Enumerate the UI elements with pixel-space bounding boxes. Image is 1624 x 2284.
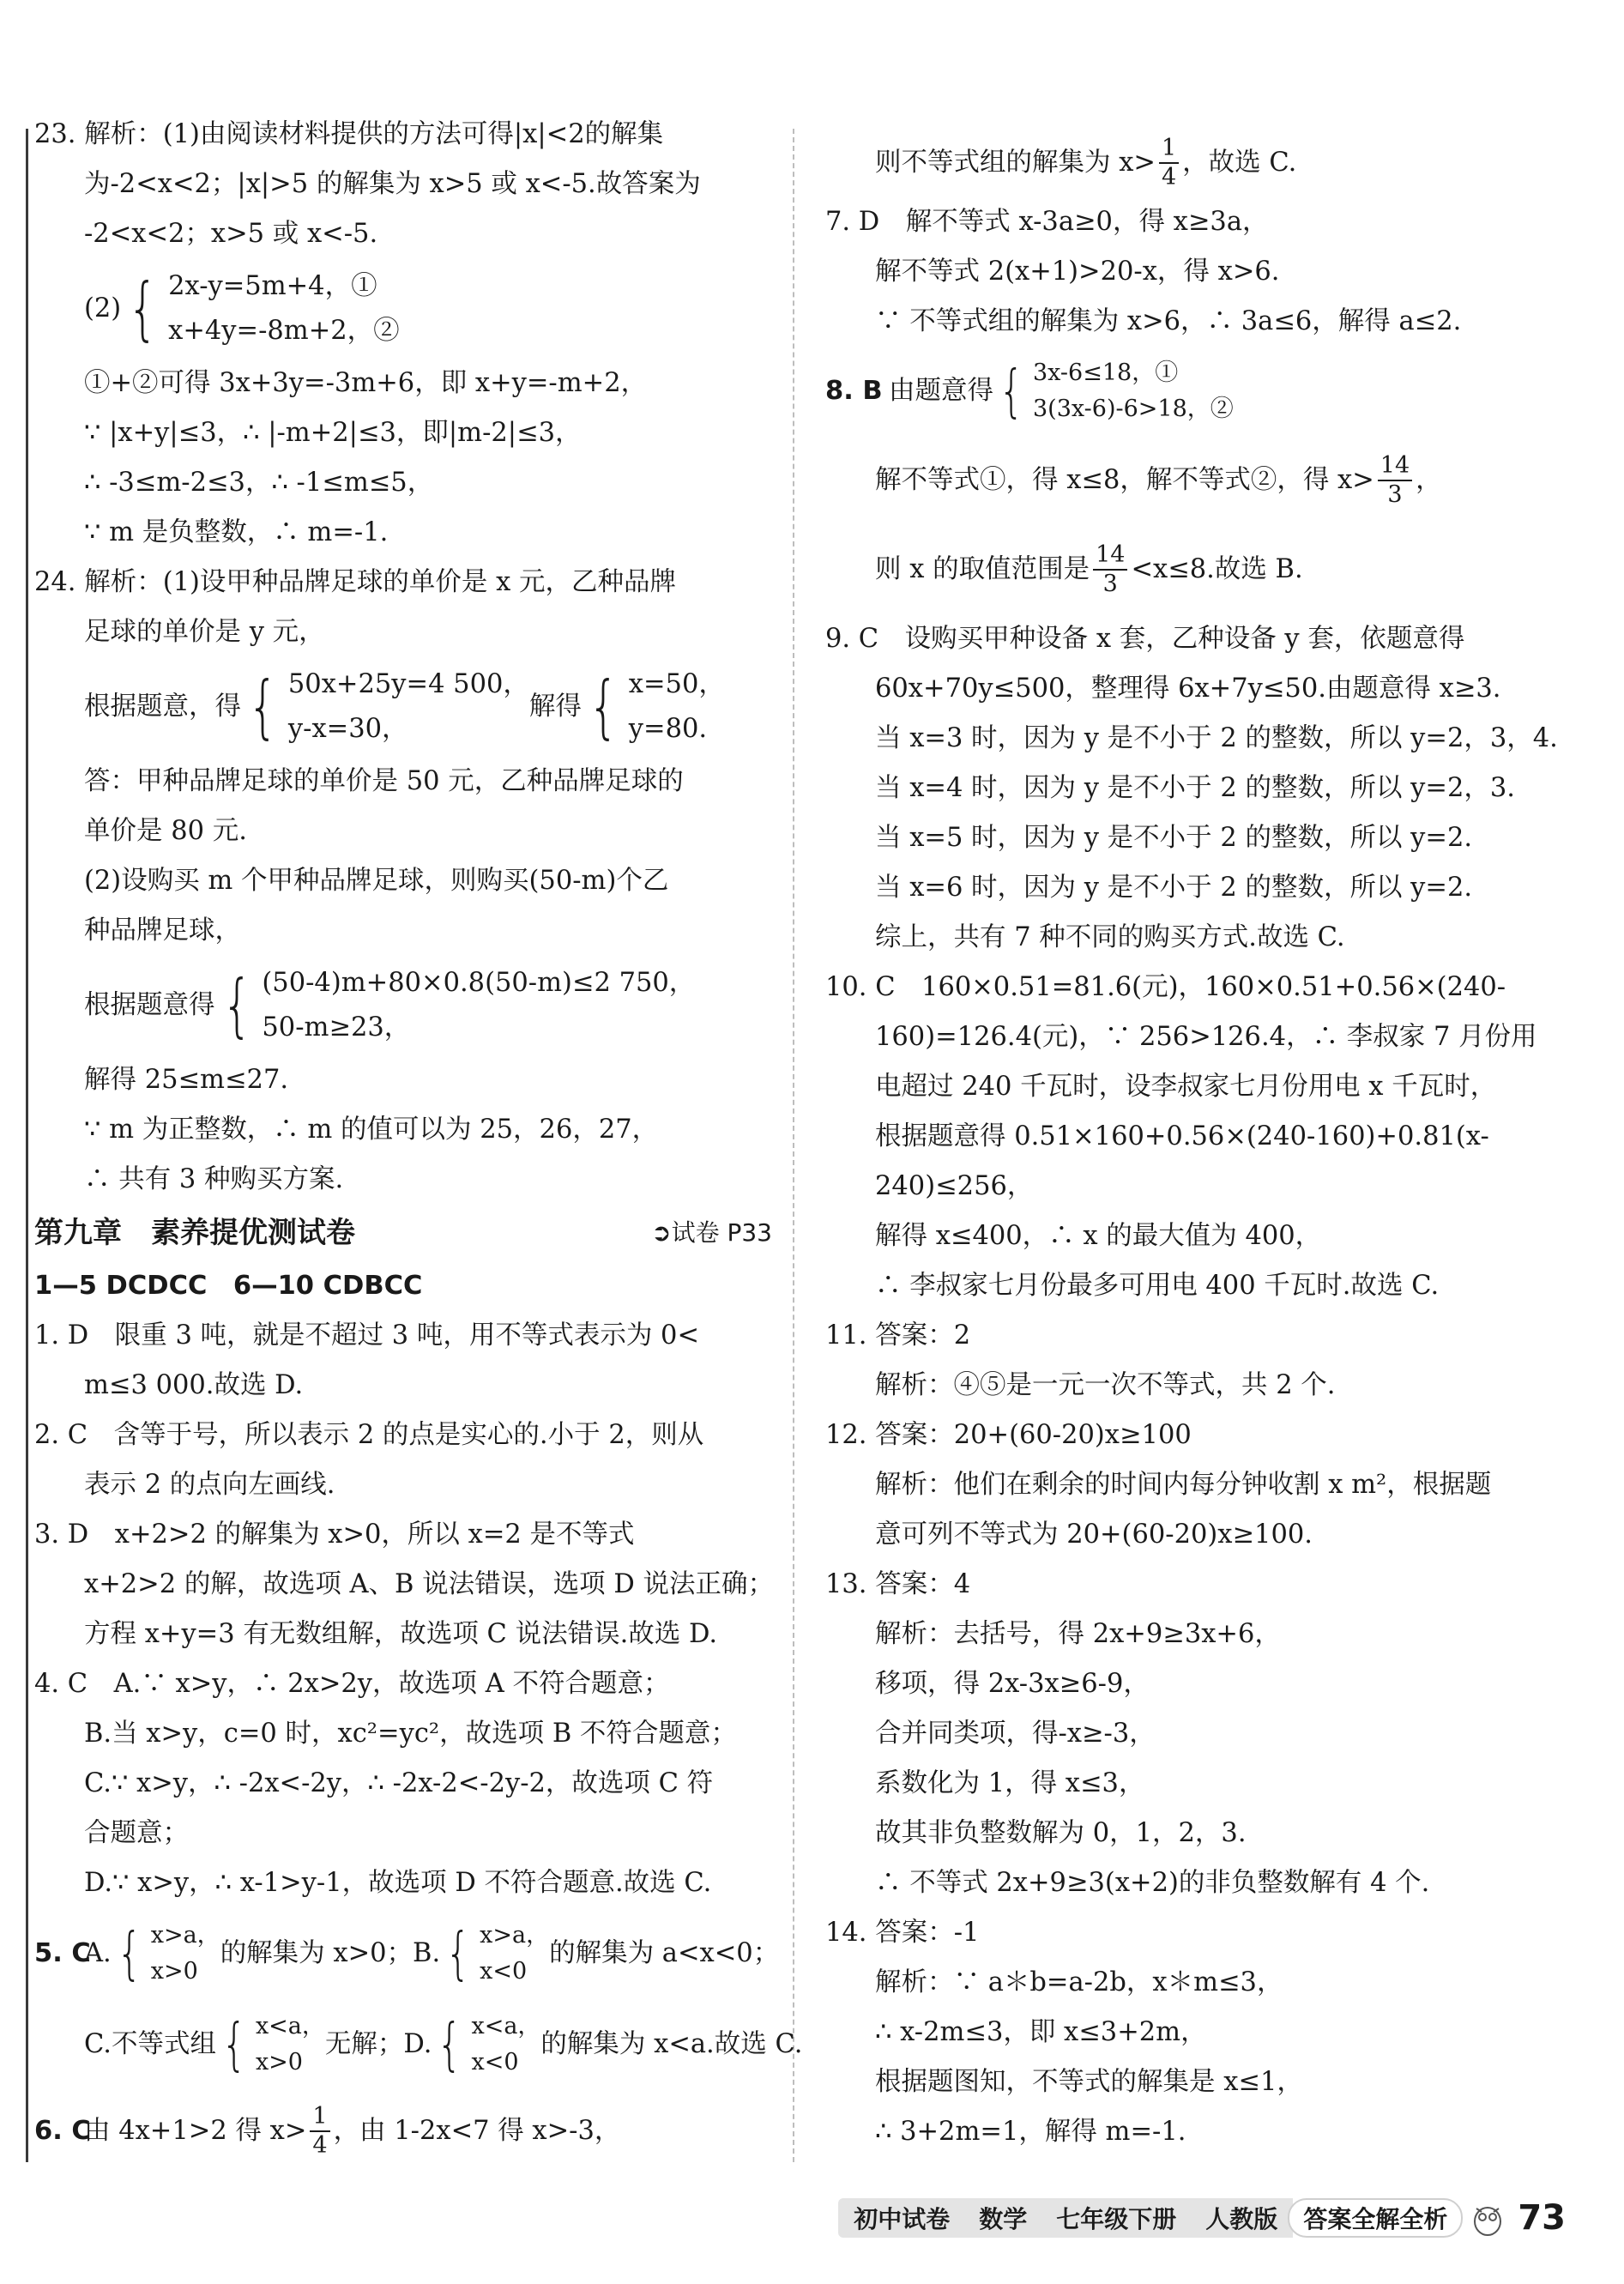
q8-line3-end: <x≤8.故选 B. xyxy=(1131,554,1303,584)
brace-icon: { xyxy=(221,965,252,1045)
q24-line-5: (2)设购买 m 个甲种品牌足球，则购买(50-m)个乙 xyxy=(84,866,669,896)
brace-icon: { xyxy=(999,358,1024,424)
q5-c-row-2: x>0 xyxy=(255,2049,303,2076)
q6-conclusion-fraction xyxy=(1159,135,1179,191)
q12-analysis-2: 意可列不等式为 20+(60-20)x≥100. xyxy=(875,1520,1313,1550)
q24-line-4: 单价是 80 元. xyxy=(84,816,247,846)
q23-line-6: ∴ -3≤m-2≤3，∴ -1≤m≤5， xyxy=(84,468,434,498)
footer-series: 初中试卷 xyxy=(854,2205,951,2233)
page-footer xyxy=(699,2192,1566,2244)
q8-line-1 xyxy=(825,347,1580,436)
q8-line-3 xyxy=(825,525,1580,614)
q4-line-3: C.∵ x>y，∴ -2x<-2y，∴ -2x-2<-2y-2，故选项 C 符 xyxy=(84,1768,714,1798)
q9-line-2: 60x+70y≤500，整理得 6x+7y≤50.由题意得 x≥3. xyxy=(875,674,1501,704)
footer-subject: 数学 xyxy=(979,2205,1028,2233)
q13-analysis-3: 合并同类项，得-x≥-3， xyxy=(875,1719,1156,1749)
q13-analysis-2: 移项，得 2x-3x≥6-9， xyxy=(875,1669,1150,1699)
q13-analysis-4: 系数化为 1，得 x≤3， xyxy=(875,1768,1145,1798)
q24-line-7: 解得 25≤m≤27. xyxy=(84,1065,289,1095)
q24-system xyxy=(34,657,772,757)
q4-line-2: B.当 x>y，c=0 时，xc²=yc²，故选项 B 不符合题意； xyxy=(84,1719,737,1749)
q6-conclusion-numerator: 1 xyxy=(1159,135,1179,164)
q5-d-row-1: x<a， xyxy=(471,2013,541,2039)
q10-line-5: 240)≤256， xyxy=(875,1171,1034,1201)
q6-numerator: 1 xyxy=(310,2103,329,2132)
q9-line-5: 当 x=5 时，因为 y 是不小于 2 的整数，所以 y=2. xyxy=(875,823,1473,853)
q6-text-1: 由 4x+1>2 得 x> xyxy=(84,2116,307,2146)
q8-fraction-1 xyxy=(1378,452,1412,509)
q5-d-text: 的解集为 x<a.故选 C. xyxy=(540,2029,803,2059)
q8-row-2: 3(3x-6)-6>18，② xyxy=(1033,396,1234,422)
q24-ineq-2: 50-m≥23， xyxy=(262,1012,411,1042)
q14-analysis-3: 根据题图知，不等式的解集是 x≤1， xyxy=(875,2067,1303,2097)
q4-line-1: 4. C A.∵ x>y，∴ 2x>2y，故选项 A 不符合题意； xyxy=(34,1669,670,1699)
footer-edition: 人教版 xyxy=(1205,2205,1278,2233)
q6-conclusion xyxy=(825,129,1580,197)
q10-line-2: 160)=126.4(元)，∵ 256>126.4，∴ 李叔家 7 月份用 xyxy=(875,1022,1537,1052)
q8-system xyxy=(993,355,1234,427)
q5-d-row-2: x<0 xyxy=(471,2049,519,2076)
q3-line-2: x+2>2 的解，故选项 A、B 说法错误，选项 D 说法正确； xyxy=(84,1569,774,1599)
footer-band xyxy=(838,2198,1293,2238)
left-column xyxy=(34,110,803,2172)
answer-key: 1—5 DCDCC 6—10 CDBCC xyxy=(34,1271,423,1301)
q6-fraction xyxy=(310,2103,329,2160)
q8-fraction-2 xyxy=(1093,541,1127,598)
q5-c-text: 无解；D. xyxy=(324,2029,432,2059)
q24-line-2: 足球的单价是 y 元， xyxy=(84,617,325,647)
q5-label: 5. C xyxy=(34,1938,91,1968)
q8-line-2 xyxy=(825,436,1580,525)
brace-icon: { xyxy=(127,269,159,348)
chapter-heading xyxy=(34,1205,772,1261)
q7-line-2: 解不等式 2(x+1)>20-x，得 x>6. xyxy=(875,257,1280,287)
q6-line-1 xyxy=(34,2090,772,2172)
q23-system xyxy=(34,259,772,359)
q5-line-2 xyxy=(34,1999,803,2090)
q10-line-6: 解得 x≤400，∴ x 的最大值为 400， xyxy=(875,1221,1322,1251)
q5-b-row-2: x<0 xyxy=(480,1958,528,1985)
q23-eq-1: 2x-y=5m+4，① xyxy=(168,271,377,301)
q24-line-8: ∵ m 为正整数，∴ m 的值可以为 25，26，27， xyxy=(84,1115,659,1145)
q24-line-3: 答：甲种品牌足球的单价是 50 元，乙种品牌足球的 xyxy=(84,766,684,796)
q24-sol-2: y=80. xyxy=(628,714,708,744)
q10-line-4: 根据题意得 0.51×160+0.56×(240-160)+0.81(x- xyxy=(875,1121,1489,1151)
q6-text-2: ，由 1-2x<7 得 x>-3， xyxy=(333,2116,621,2146)
q23-line-3: -2<x<2；x>5 或 x<-5. xyxy=(84,219,378,249)
q24-solution-system xyxy=(582,662,725,752)
q14-analysis-4: ∴ 3+2m=1，解得 m=-1. xyxy=(875,2117,1186,2147)
q5-a-label: A. xyxy=(84,1938,112,1968)
q14-answer: 14. 答案：-1 xyxy=(825,1918,980,1948)
q5-b-row-1: x>a， xyxy=(480,1922,550,1949)
q9-line-3: 当 x=3 时，因为 y 是不小于 2 的整数，所以 y=2，3，4. xyxy=(875,723,1558,753)
q6-denominator: 4 xyxy=(312,2132,328,2159)
q9-line-4: 当 x=4 时，因为 y 是不小于 2 的整数，所以 y=2，3. xyxy=(875,773,1515,803)
column-divider xyxy=(793,129,794,2162)
q23-line-1: 23. 解析：(1)由阅读材料提供的方法可得|x|<2的解集 xyxy=(34,119,664,149)
q5-a-system xyxy=(112,1918,220,1990)
q24-sol-1: x=50， xyxy=(628,669,725,699)
q13-analysis-6: ∴ 不等式 2x+9≥3(x+2)的非负整数解有 4 个. xyxy=(875,1868,1430,1898)
q11-answer: 11. 答案：2 xyxy=(825,1320,971,1350)
q9-line-7: 综上，共有 7 种不同的购买方式.故选 C. xyxy=(875,922,1345,952)
q2-line-1: 2. C 含等于号，所以表示 2 的点是实心的.小于 2，则从 xyxy=(34,1420,704,1450)
q23-line-7: ∵ m 是负整数，∴ m=-1. xyxy=(84,517,389,547)
q5-b-text: 的解集为 a<x<0； xyxy=(549,1938,780,1968)
q24-line-9: ∴ 共有 3 种购买方案. xyxy=(84,1164,344,1194)
q11-analysis: 解析：④⑤是一元一次不等式，共 2 个. xyxy=(875,1370,1336,1400)
owl-icon xyxy=(1468,2198,1507,2238)
q24-system-prefix: 根据题意，得 xyxy=(84,692,241,722)
q24-eq-1: 50x+25y=4 500， xyxy=(287,669,529,699)
q5-c-system xyxy=(216,2009,325,2081)
brace-icon: { xyxy=(117,1920,142,1986)
chapter-title: 第九章 素养提优测试卷 xyxy=(34,1216,355,1250)
q4-line-4: 合题意； xyxy=(84,1818,189,1848)
q5-a-row-2: x>0 xyxy=(150,1958,198,1985)
q9-line-1: 9. C 设购买甲种设备 x 套，乙种设备 y 套，依题意得 xyxy=(825,624,1465,654)
chapter-page-ref: ➲试卷 P33 xyxy=(651,1218,772,1247)
q3-line-3: 方程 x+y=3 有无数组解，故选项 C 说法错误.故选 D. xyxy=(84,1619,718,1649)
q8-row-1: 3x-6≤18，① xyxy=(1033,360,1179,386)
q6-conclusion-text-2: ，故选 C. xyxy=(1182,148,1297,178)
brace-icon: { xyxy=(437,2011,463,2077)
q24-line-1: 24. 解析：(1)设甲种品牌足球的单价是 x 元，乙种品牌 xyxy=(34,567,676,597)
q10-line-3: 电超过 240 千瓦时，设李叔家七月份用电 x 千瓦时， xyxy=(875,1072,1497,1102)
q2-line-2: 表示 2 的点向左画线. xyxy=(84,1470,335,1500)
q24-system-2 xyxy=(34,956,772,1055)
q1-line-1: 1. D 限重 3 吨，就是不超过 3 吨，用不等式表示为 0< xyxy=(34,1320,699,1350)
q23-line-2: 为-2<x<2；|x|>5 的解集为 x>5 或 x<-5.故答案为 xyxy=(84,169,701,199)
q24-brace-system xyxy=(241,662,529,752)
q7-line-3: ∵ 不等式组的解集为 x>6，∴ 3a≤6，解得 a≤2. xyxy=(875,306,1462,336)
q8-text: 由题意得 xyxy=(889,376,993,406)
margin-rule xyxy=(26,129,28,2162)
brace-icon: { xyxy=(247,667,279,746)
q13-analysis-5: 故其非负整数解为 0，1，2，3. xyxy=(875,1818,1247,1848)
q12-answer: 12. 答案：20+(60-20)x≥100 xyxy=(825,1420,1192,1450)
q4-line-5: D.∵ x>y，∴ x-1>y-1，故选项 D 不符合题意.故选 C. xyxy=(84,1868,712,1898)
q6-label: 6. C xyxy=(34,2116,91,2146)
q24-system2-prefix: 根据题意得 xyxy=(84,990,215,1020)
q24-brace-system-2 xyxy=(215,961,696,1050)
q23-system-prefix: (2) xyxy=(84,293,122,323)
q10-line-7: ∴ 李叔家七月份最多可用电 400 千瓦时.故选 C. xyxy=(875,1271,1440,1301)
q24-ineq-1: (50-4)m+80×0.8(50-m)≤2 750， xyxy=(262,968,696,998)
q5-c-row-1: x<a， xyxy=(255,2013,325,2039)
q5-d-system xyxy=(432,2009,540,2081)
brace-icon: { xyxy=(221,2011,247,2077)
q14-analysis-2: ∴ x-2m≤3，即 x≤3+2m， xyxy=(875,2017,1207,2047)
q5-c-label: C.不等式组 xyxy=(84,2029,216,2059)
footer-tag: 答案全解全析 xyxy=(1288,2198,1463,2238)
q8-fraction-2-numerator: 14 xyxy=(1093,541,1127,571)
q5-a-text: 的解集为 x>0；B. xyxy=(220,1938,441,1968)
q8-fraction-1-denominator: 3 xyxy=(1387,481,1403,508)
q14-analysis-1: 解析：∵ a＊b=a-2b，x＊m≤3， xyxy=(875,1967,1283,1997)
q8-fraction-2-denominator: 3 xyxy=(1102,571,1118,597)
q24-line-6: 种品牌足球， xyxy=(84,915,241,946)
q13-analysis-1: 解析：去括号，得 2x+9≥3x+6， xyxy=(875,1619,1281,1649)
brace-icon: { xyxy=(588,667,619,746)
q23-line-5: ∵ |x+y|≤3，∴ |-m+2|≤3，即|m-2|≤3， xyxy=(84,418,582,448)
footer-grade: 七年级下册 xyxy=(1056,2205,1177,2233)
q5-b-system xyxy=(440,1918,549,1990)
q8-line3-text: 则 x 的取值范围是 xyxy=(875,554,1090,584)
q1-line-2: m≤3 000.故选 D. xyxy=(84,1370,304,1400)
q12-analysis-1: 解析：他们在剩余的时间内每分钟收割 x m²，根据题 xyxy=(875,1470,1492,1500)
q8-line2-text: 解不等式①，得 x≤8，解不等式②，得 x> xyxy=(875,465,1374,495)
q23-line-4: ①+②可得 3x+3y=-3m+6，即 x+y=-m+2， xyxy=(84,368,648,398)
q24-solve-label: 解得 xyxy=(528,692,582,722)
q8-fraction-1-numerator: 14 xyxy=(1378,452,1412,481)
right-column xyxy=(825,129,1580,2157)
q23-eq-2: x+4y=-8m+2，② xyxy=(168,316,400,346)
q9-line-6: 当 x=6 时，因为 y 是不小于 2 的整数，所以 y=2. xyxy=(875,873,1473,903)
q3-line-1: 3. D x+2>2 的解集为 x>0，所以 x=2 是不等式 xyxy=(34,1520,635,1550)
page-number: 73 xyxy=(1518,2198,1566,2238)
q8-label: 8. B xyxy=(825,376,883,406)
q24-eq-2: y-x=30， xyxy=(287,714,408,744)
q6-conclusion-denominator: 4 xyxy=(1161,164,1177,190)
q23-brace-system xyxy=(121,264,399,353)
q5-a-row-1: x>a， xyxy=(150,1922,220,1949)
q6-conclusion-text-1: 则不等式组的解集为 x> xyxy=(875,148,1156,178)
q13-answer: 13. 答案：4 xyxy=(825,1569,971,1599)
brace-icon: { xyxy=(445,1920,471,1986)
q5-line-1 xyxy=(34,1908,780,1999)
q7-line-1: 7. D 解不等式 x-3a≥0，得 x≥3a， xyxy=(825,207,1269,237)
q8-line2-end: ， xyxy=(1416,465,1442,495)
q10-line-1: 10. C 160×0.51=81.6(元)，160×0.51+0.56×(240- xyxy=(825,972,1506,1002)
